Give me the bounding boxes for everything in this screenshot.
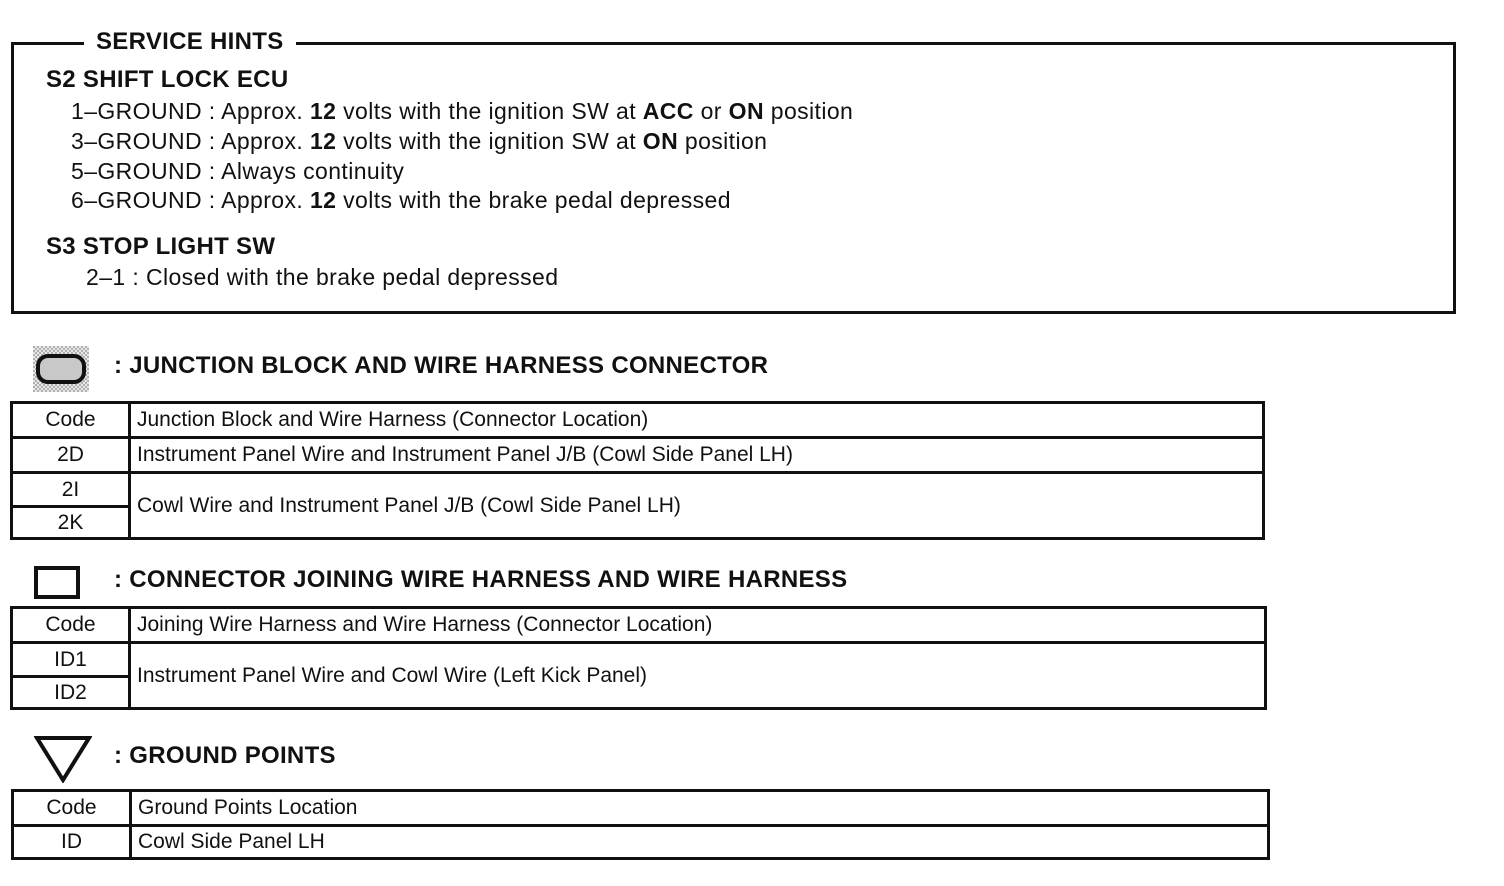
junction-block-connector-icon [33,346,89,392]
s2-line-5: 5–GROUND : Always continuity [71,158,405,184]
junction-section-title: : JUNCTION BLOCK AND WIRE HARNESS CONNECTOR [114,352,769,379]
code-header: Code [13,791,131,826]
code-cell: 2I [12,473,130,507]
table-header-row [13,791,1269,826]
desc-cell: Cowl Wire and Instrument Panel J/B (Cowl Side Panel LH) [130,473,1264,539]
table-row [12,643,1266,677]
table-row [12,438,1264,473]
code-cell: ID1 [12,643,130,677]
s2-line-6: 6–GROUND : Approx. 12 volts with the brake pedal depressed [71,187,731,213]
s3-line: 2–1 : Closed with the brake pedal depressed [86,264,559,290]
connector-section-title: : CONNECTOR JOINING WIRE HARNESS AND WIRE HARNESS [114,566,848,593]
code-header: Code [12,403,130,438]
s3-heading: S3 STOP LIGHT SW [46,233,276,260]
junction-table [10,401,1265,540]
ground-table [11,789,1270,860]
desc-cell: Cowl Side Panel LH [131,826,1269,859]
code-cell: 2K [12,507,130,539]
connector-table [10,606,1267,710]
table-row [12,473,1264,507]
code-header: Code [12,608,130,643]
desc-header: Junction Block and Wire Harness (Connector Location) [130,403,1264,438]
desc-header: Joining Wire Harness and Wire Harness (Connector Location) [130,608,1266,643]
table-header-row [12,403,1264,438]
code-cell: 2D [12,438,130,473]
ground-point-icon [34,735,92,783]
s2-line-1: 1–GROUND : Approx. 12 volts with the ignition SW at ACC or ON position [71,98,854,124]
table-row [13,826,1269,859]
desc-header: Ground Points Location [131,791,1269,826]
table-header-row [12,608,1266,643]
s2-heading: S2 SHIFT LOCK ECU [46,66,289,93]
desc-cell: Instrument Panel Wire and Cowl Wire (Left Kick Panel) [130,643,1266,709]
desc-cell: Instrument Panel Wire and Instrument Panel J/B (Cowl Side Panel LH) [130,438,1264,473]
s2-line-3: 3–GROUND : Approx. 12 volts with the ignition SW at ON position [71,128,768,154]
ground-section-title: : GROUND POINTS [114,742,336,769]
connector-icon [34,566,80,600]
code-cell: ID2 [12,677,130,709]
code-cell: ID [13,826,131,859]
service-hints-title: SERVICE HINTS [84,28,296,56]
